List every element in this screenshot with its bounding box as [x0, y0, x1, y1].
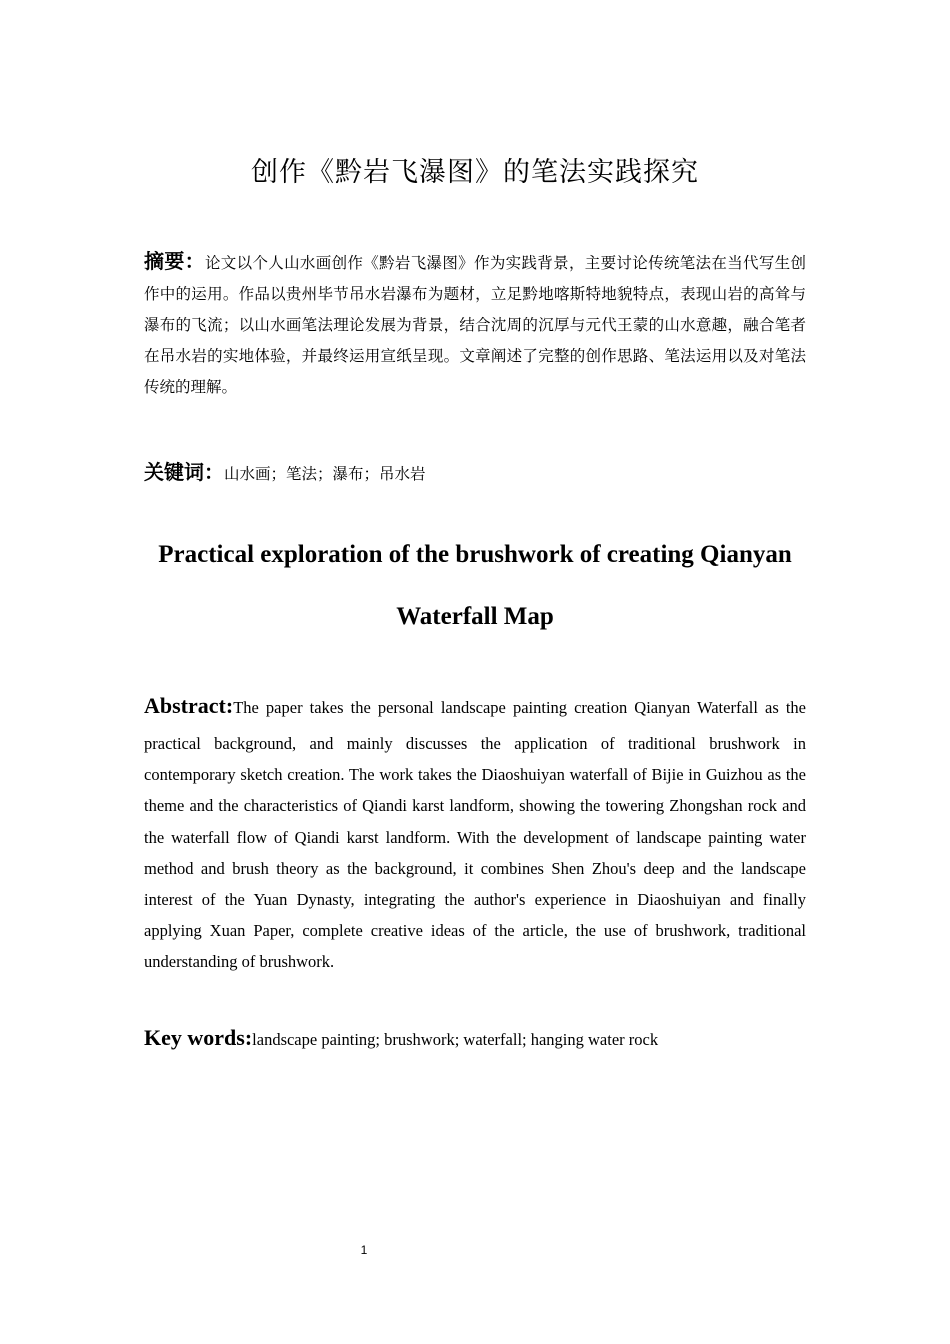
- page-number: 1: [360, 1243, 368, 1257]
- english-abstract-label: Abstract:: [144, 693, 234, 718]
- english-abstract-first-line: [144, 686, 806, 728]
- chinese-title: 创作《黔岩飞瀑图》的笔法实践探究: [251, 157, 699, 188]
- english-abstract-text: practical background, and mainly discusses the application of traditional brushwork in contemporary sketch creation. The work takes the Diaoshuiyan waterfall of Bijie in Guizhou as the theme and the characteristics of Qiandi karst landform, showing the towering Zhongshan rock and the waterfall flow of Qiandi karst landform. With the development of landscape painting water method and brush theory as the background, it combines Shen Zhou's deep and the landscape interest of the Yuan Dynasty, integrating the author's experience in Diaoshuiyan and finally applying Xuan Paper, complete creative ideas of the article, the use of brushwork, traditional understanding of brushwork.: [144, 734, 806, 972]
- english-abstract-first-text: The paper takes the personal landscape painting creation Qianyan Waterfall as the: [233, 698, 806, 717]
- chinese-keywords-label: 关键词：: [144, 460, 224, 484]
- chinese-abstract-label: 摘要：: [144, 249, 205, 273]
- english-keywords: [144, 1018, 806, 1060]
- english-abstract: [144, 686, 806, 978]
- english-keywords-label: Key words:: [144, 1025, 253, 1050]
- english-title: Practical exploration of the brushwork of creating Qianyan Waterfall Map: [158, 541, 792, 630]
- english-keywords-text: landscape painting; brushwork; waterfall; hanging water rock: [252, 1030, 659, 1049]
- chinese-keywords-text: 山水画；笔法；瀑布；吊水岩: [224, 465, 426, 483]
- chinese-abstract-text: 论文以个人山水画创作《黔岩飞瀑图》作为实践背景，主要讨论传统笔法在当代写生创作中的运用。作品以贵州毕节吊水岩瀑布为题材，立足黔地喀斯特地貌特点，表现山岩的高耸与瀑布的飞流；以山水画笔法理论发展为背景，结合沈周的沉厚与元代王蒙的山水意趣，融合笔者在吊水岩的实地体验，并最终运用宣纸呈现。文章阐述了完整的创作思路、笔法运用以及对笔法传统的理解。: [144, 254, 806, 396]
- chinese-keywords: [144, 452, 806, 494]
- chinese-abstract: [144, 246, 806, 403]
